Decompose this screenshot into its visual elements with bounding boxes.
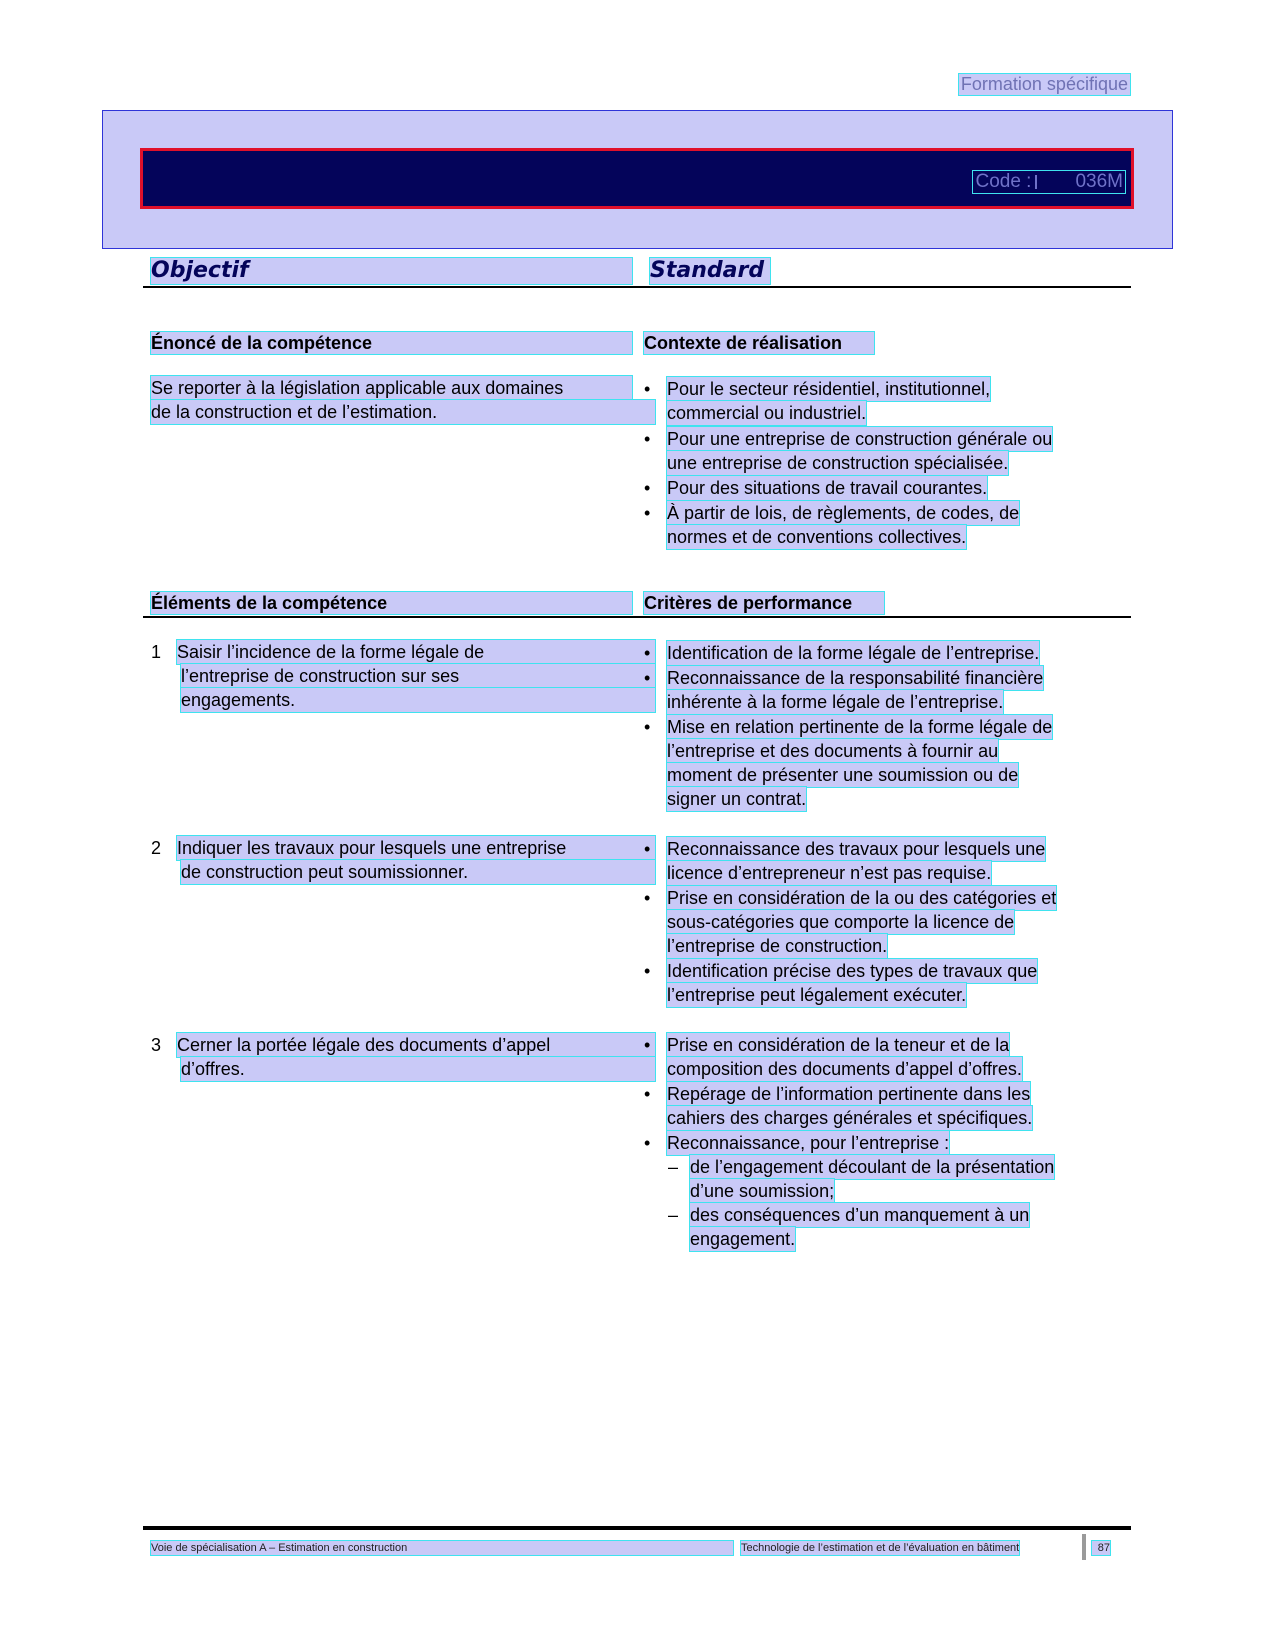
- header-rule: [143, 286, 1131, 288]
- sub-item-line: de l’engagement découlant de la présentation: [690, 1157, 1055, 1177]
- criterion-line: Identification précise des types de travaux que: [667, 961, 1038, 981]
- criterion-line: moment de présenter une soumission ou de: [667, 765, 1019, 785]
- element-line: de construction peut soumissionner.: [181, 860, 655, 884]
- code-label: Code :: [975, 171, 1032, 192]
- criterion-line: Repérage de l’information pertinente dans les: [667, 1084, 1031, 1104]
- criteres-heading: Critères de performance: [644, 592, 884, 614]
- column-header-standard: Standard: [650, 258, 770, 284]
- bullet-icon: •: [644, 429, 651, 449]
- footer-left: Voie de spécialisation A – Estimation en construction: [151, 1541, 733, 1555]
- dash-icon: –: [668, 1157, 679, 1177]
- element-number: 1: [151, 642, 162, 662]
- bullet-icon: •: [644, 643, 651, 663]
- enonce-line: de la construction et de l’estimation.: [151, 400, 655, 424]
- element-line: d’offres.: [181, 1057, 655, 1081]
- element-line: l’entreprise de construction sur ses: [181, 664, 655, 688]
- dash-icon: –: [668, 1205, 679, 1225]
- column-header-objectif: Objectif: [151, 258, 632, 284]
- code-separator: [1035, 175, 1075, 189]
- contexte-item-line: À partir de lois, de règlements, de codes, de: [667, 503, 1020, 523]
- code-box: [973, 171, 1125, 193]
- element-line: engagements.: [181, 688, 655, 712]
- bullet-icon: •: [644, 503, 651, 523]
- element-line: Indiquer les travaux pour lesquels une entreprise: [177, 836, 655, 860]
- criterion-line: Reconnaissance, pour l’entreprise :: [667, 1133, 950, 1153]
- section-label: Formation spécifique: [960, 74, 1128, 94]
- bullet-icon: •: [644, 1084, 651, 1104]
- criterion-line: inhérente à la forme légale de l’entreprise.: [667, 692, 1004, 712]
- page-number: 87: [1092, 1541, 1110, 1555]
- criterion-line: Identification de la forme légale de l’entreprise.: [667, 643, 1040, 663]
- enonce-heading: Énoncé de la compétence: [151, 332, 632, 354]
- sub-item-line: engagement.: [690, 1229, 796, 1249]
- footer-rule: [143, 1526, 1131, 1530]
- bullet-icon: •: [644, 961, 651, 981]
- element-line: Cerner la portée légale des documents d’appel: [177, 1033, 655, 1057]
- contexte-item-line: normes et de conventions collectives.: [667, 527, 967, 547]
- criterion-line: l’entreprise de construction.: [667, 936, 888, 956]
- criterion-line: l’entreprise et des documents à fournir au: [667, 741, 999, 761]
- elements-heading: Éléments de la compétence: [151, 592, 632, 614]
- element-line: Saisir l’incidence de la forme légale de: [177, 640, 655, 664]
- bullet-icon: •: [644, 478, 651, 498]
- bullet-icon: •: [644, 379, 651, 399]
- criterion-line: Reconnaissance des travaux pour lesquels une: [667, 839, 1046, 859]
- contexte-item-line: commercial ou industriel.: [667, 403, 867, 423]
- contexte-heading: Contexte de réalisation: [644, 332, 874, 354]
- criterion-line: Prise en considération de la ou des catégories et: [667, 888, 1057, 908]
- contexte-item-line: Pour le secteur résidentiel, institutionnel,: [667, 379, 991, 399]
- criterion-line: cahiers des charges générales et spécifiques.: [667, 1108, 1033, 1128]
- bullet-icon: •: [644, 717, 651, 737]
- contexte-item-line: Pour des situations de travail courantes.: [667, 478, 988, 498]
- bullet-icon: •: [644, 888, 651, 908]
- footer-separator: [1082, 1534, 1086, 1560]
- criterion-line: Reconnaissance de la responsabilité financière: [667, 668, 1044, 688]
- sub-item-line: des conséquences d’un manquement à un: [690, 1205, 1030, 1225]
- criterion-line: sous-catégories que comporte la licence de: [667, 912, 1015, 932]
- sub-item-line: d’une soumission;: [690, 1181, 835, 1201]
- criterion-line: Prise en considération de la teneur et de la: [667, 1035, 1010, 1055]
- criterion-line: l’entreprise peut légalement exécuter.: [667, 985, 967, 1005]
- contexte-item-line: Pour une entreprise de construction générale ou: [667, 429, 1053, 449]
- element-number: 2: [151, 838, 162, 858]
- section-rule: [143, 616, 1131, 618]
- footer-right: Technologie de l’estimation et de l’évaluation en bâtiment: [741, 1542, 1020, 1554]
- bullet-icon: •: [644, 1133, 651, 1153]
- enonce-line: Se reporter à la législation applicable aux domaines: [151, 376, 632, 400]
- bullet-icon: •: [644, 668, 651, 688]
- title-bar: [143, 151, 1131, 206]
- code-value: 036M: [1075, 171, 1123, 192]
- bullet-icon: •: [644, 1035, 651, 1055]
- contexte-item-line: une entreprise de construction spécialisée.: [667, 453, 1009, 473]
- element-number: 3: [151, 1035, 162, 1055]
- criterion-line: signer un contrat.: [667, 789, 807, 809]
- bullet-icon: •: [644, 839, 651, 859]
- criterion-line: composition des documents d’appel d’offres.: [667, 1059, 1022, 1079]
- criterion-line: Mise en relation pertinente de la forme légale de: [667, 717, 1053, 737]
- criterion-line: licence d’entrepreneur n’est pas requise.: [667, 863, 992, 883]
